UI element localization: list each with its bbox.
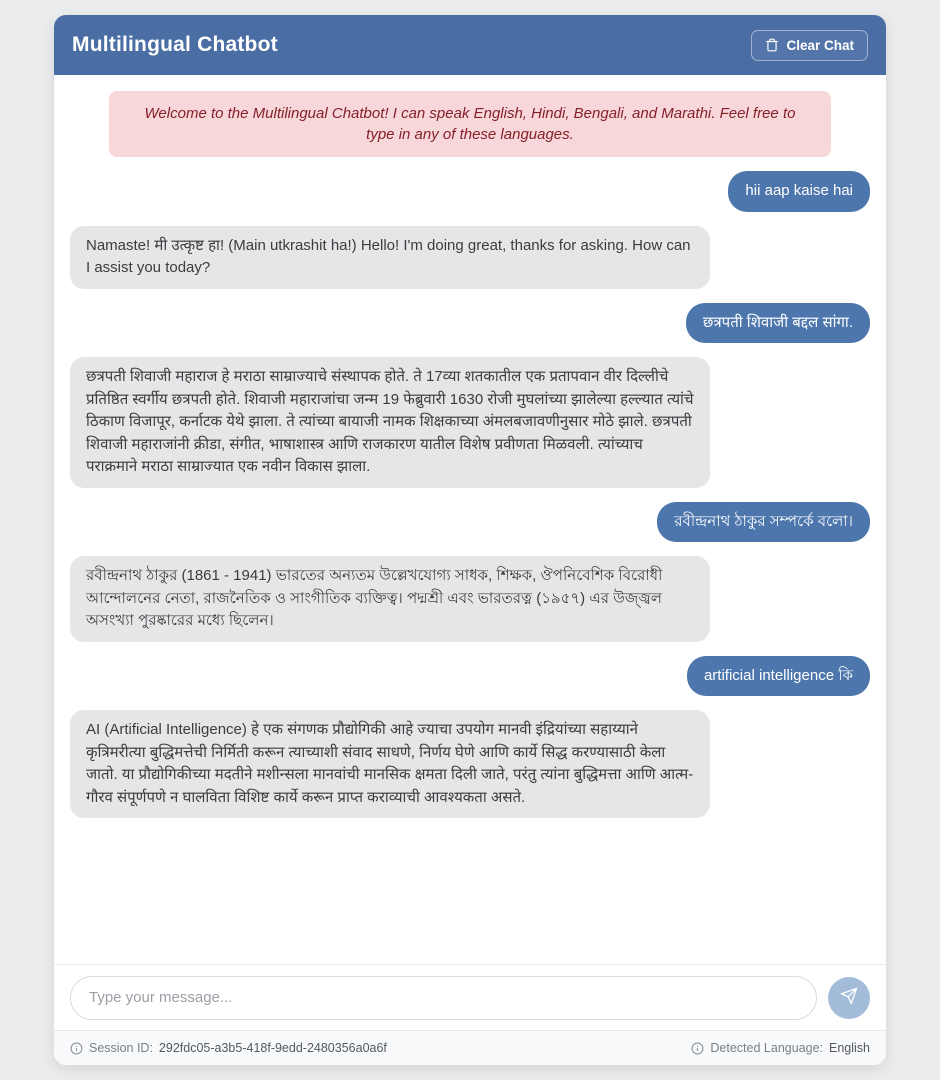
paper-plane-icon	[840, 987, 858, 1008]
chat-message-user: hii aap kaise hai	[728, 171, 870, 212]
chat-header	[54, 15, 886, 75]
chat-message-list[interactable]	[54, 75, 886, 964]
message-input[interactable]	[70, 976, 817, 1020]
status-bar	[54, 1030, 886, 1065]
session-id-value: 292fdc05-a3b5-418f-9edd-2480356a0a6f	[158, 1041, 387, 1055]
message-input-bar	[54, 964, 886, 1030]
send-button[interactable]	[828, 977, 870, 1019]
chat-message-bot: AI (Artificial Intelligence) हे एक संगणक प्रौद्योगिकी आहे ज्याचा उपयोग मानवी इंद्रियांच्या सहाय्याने कृत्रिमरीत्या बुद्धिमत्तेची निर्मिती करून त्याच्याशी संवाद साधणे, निर्णय घेणे आणि कार्ये सिद्ध करण्यासाठी केला जातो. या प्रौद्योगिकीच्या मदतीने मशीन्सला मानवांची मानसिक क्षमता दिली जाते, परंतु त्यांना बुद्धिमत्ता आणि आत्म-गौरव संपूर्णपणे न घालविता विशिष्ट कार्ये करून प्राप्त कराव्याची आवश्यकता असते.	[70, 710, 710, 818]
session-id-label: Session ID:	[89, 1041, 153, 1055]
page-title: Multilingual Chatbot	[72, 33, 278, 56]
detected-language-value: English	[829, 1041, 870, 1055]
chat-message-user: artificial intelligence কি	[687, 656, 870, 697]
info-icon	[691, 1042, 704, 1055]
chat-message-bot: छत्रपती शिवाजी महाराज हे मराठा साम्राज्याचे संस्थापक होते. ते 17व्या शतकातील एक प्रतापवान वीर दिल्लीचे प्रतिष्ठित स्वर्गीय छत्रपती होते. शिवाजी महाराजांचा जन्म 19 फेब्रुवारी 1630 रोजी मुघलांच्या झालेल्या हल्ल्यात त्यांचे ठिकाण विजापूर, कर्नाटक येथे झाला. ते त्यांच्या बायाजी नामक शिक्षकाच्या अंमलबजावणीनुसार मोठे झाले. छत्रपती शिवाजी महाराजांनी क्रीडा, संगीत, भाषाशास्त्र आणि राजकारण यातील विशेष प्रवीणता मिळवली. त्यांच्याच पराक्रमाने मराठा साम्राज्यात एक नवीन विकास झाला.	[70, 357, 710, 488]
detected-language-label: Detected Language:	[710, 1041, 823, 1055]
session-info	[70, 1041, 387, 1055]
chatbot-app-card	[54, 15, 886, 1065]
clear-chat-button[interactable]	[751, 30, 868, 61]
language-info	[691, 1041, 870, 1055]
clear-chat-label: Clear Chat	[786, 37, 854, 53]
info-icon	[70, 1042, 83, 1055]
welcome-banner: Welcome to the Multilingual Chatbot! I can speak English, Hindi, Bengali, and Marathi. Feel free to type in any of these languages.	[109, 91, 831, 157]
chat-message-bot: রবীন্দ্রনাথ ঠাকুর (1861 - 1941) ভারতের অন্যতম উল্লেখযোগ্য সাধক, শিক্ষক, ঔপনিবেশিক বিরোধী আন্দোলনের নেতা, রাজনৈতিক ও সাংগীতিক ব্যক্তিত্ব। পদ্মশ্রী এবং ভারতরত্ন (১৯৫৭) এর উজ্জ্বল অসংখ্যা পুরষ্কারের মধ্যে ছিলেন।	[70, 556, 710, 642]
chat-message-user: छत्रपती शिवाजी बद्दल सांगा.	[686, 303, 870, 344]
chat-message-user: রবীন্দ্রনাথ ঠাকুর সম্পর্কে বলো।	[657, 502, 870, 543]
chat-message-bot: Namaste! मी उत्कृष्ट हा! (Main utkrashit ha!) Hello! I'm doing great, thanks for asking. How can I assist you today?	[70, 226, 710, 289]
trash-icon	[765, 38, 779, 52]
